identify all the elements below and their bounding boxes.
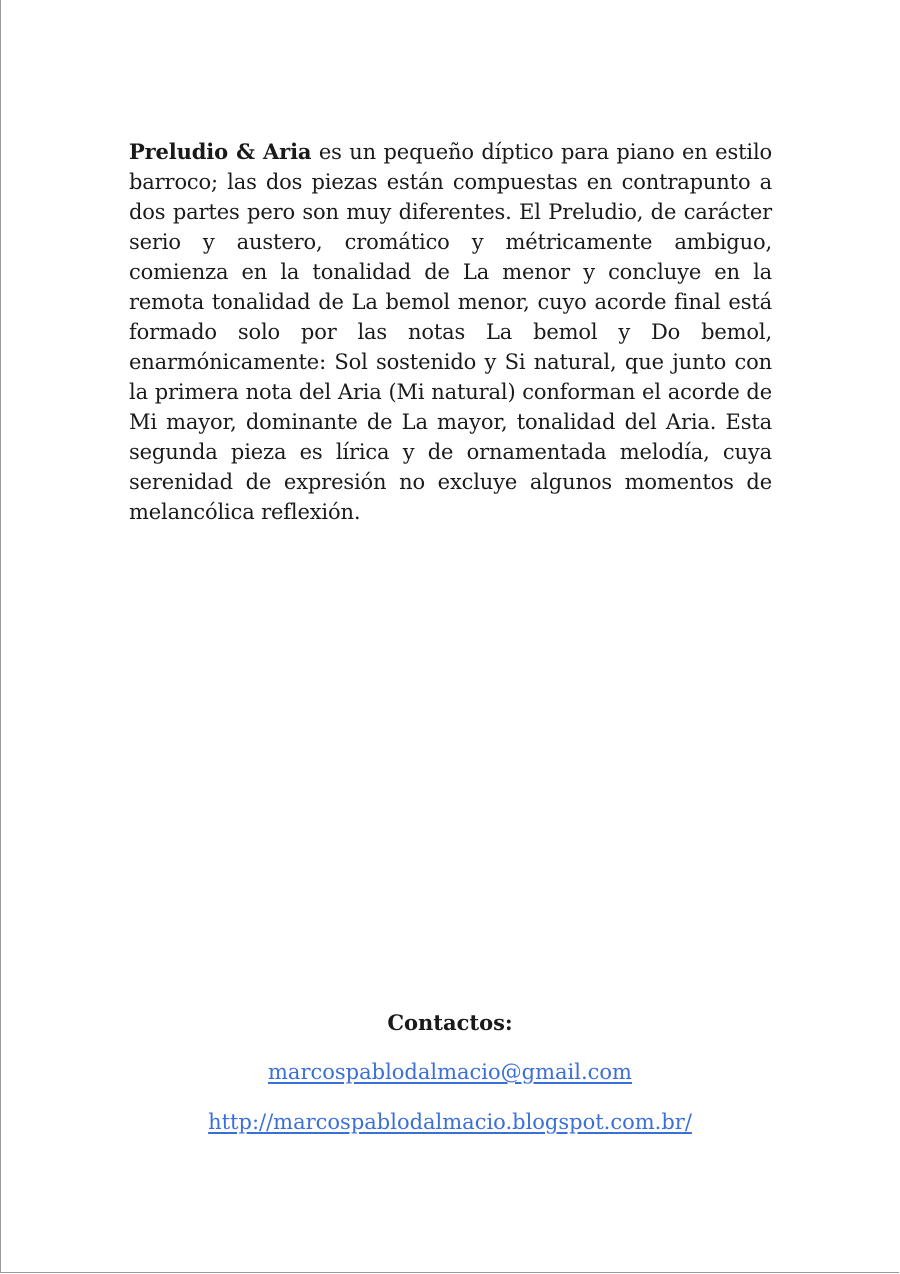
title-bold: Preludio & Aria bbox=[129, 139, 312, 164]
description-paragraph bbox=[129, 137, 772, 527]
contacts-section bbox=[0, 1008, 900, 1137]
description-text: es un pequeño díptico para piano en estilo barroco; las dos piezas están compuestas en contrapunto a dos partes pero son muy diferentes. El Preludio, de carácter serio y austero, cromático y métricamente ambiguo, comienza en la tonalidad de La menor y concluye en la remota tonalidad de La bemol menor, cuyo acorde final está formado solo por las notas La bemol y Do bemol, enarmónicamente: Sol sostenido y Si natural, que junto con la primera nota del Aria (Mi natural) conforman el acorde de Mi mayor, dominante de La mayor, tonalidad del Aria. Esta segunda pieza es lírica y de ornamentada melodía, cuya serenidad de expresión no excluye algunos momentos de melancólica reflexión. bbox=[129, 140, 773, 524]
email-link[interactable]: marcospablodalmacio@gmail.com bbox=[268, 1060, 632, 1084]
blog-link[interactable]: http://marcospablodalmacio.blogspot.com.br/ bbox=[208, 1110, 692, 1134]
contacts-heading: Contactos: bbox=[387, 1010, 513, 1035]
